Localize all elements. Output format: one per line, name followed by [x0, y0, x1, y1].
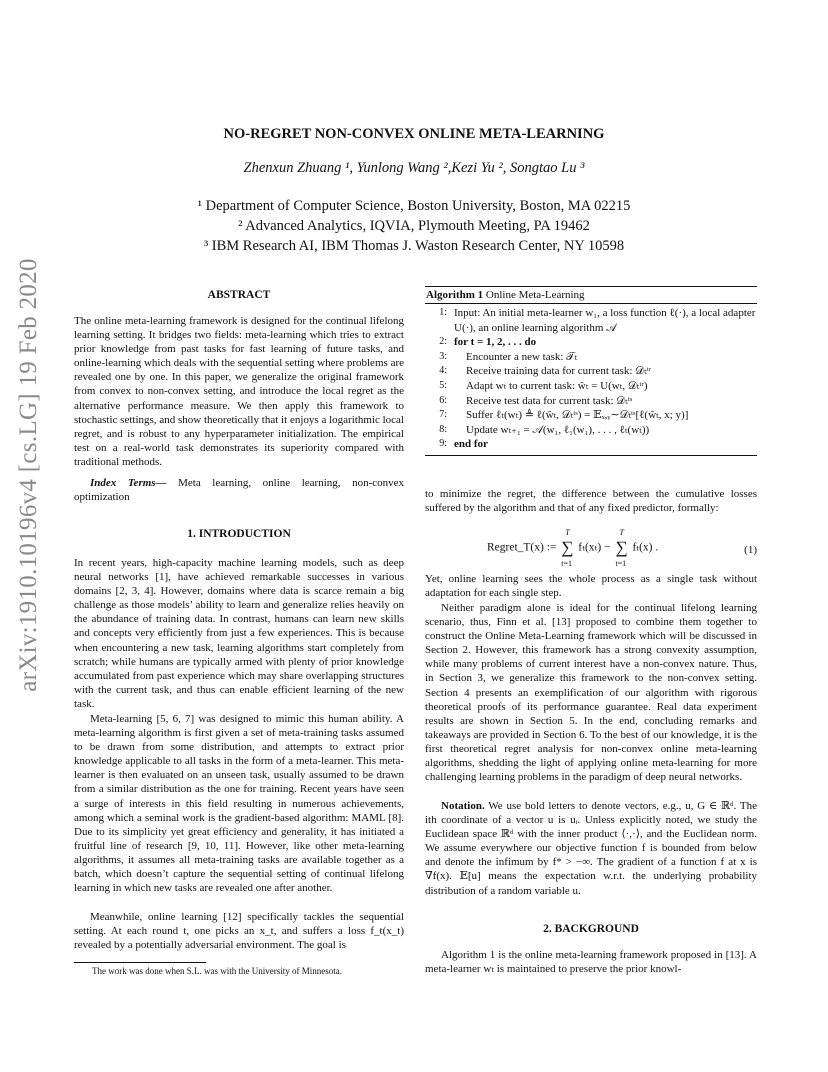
line-number: 6:: [439, 394, 447, 406]
overview-paragraph: Neither paradigm alone is ideal for the continual lifelong learning scenario, thus, Finn et al. [13] proposed to combine them together to construct the Online Meta-Learning framework which will be discussed in Section 2. However, this framework has a strong convexity assumption, while many problems of current interest have a non-convex nature. Thus, in Section 3, we generalize this framework to the non-convex setting. Section 4 presents an exemplification of our algorithm with rigorous theoretical proofs of its performance guarantee. Real data experiment results are shown in Section 5. In the end, concluding remarks and takeaways are provided in Section 6. To the best of our knowledge, it is the first theoretical regret analysis for non-convex online meta-learning algorithms, shedding the light of applying online meta-learning for more challenging learning problems in the paradigm of deep neural networks.: [425, 602, 757, 784]
intro-heading: 1. INTRODUCTION: [187, 528, 291, 540]
abstract-text: The online meta-learning framework is designed for the continual lifelong learning setting. It bridges two fields: meta-learning which tries to extract prior knowledge from past tasks for fast learning of future tasks, and online-learning which deals with the sequential setting where problems are revealed one by one. In this paper, we generalize the original framework from convex to non-convex setting, and introduce the local regret as the alternative performance measure. We then apply this framework to stochastic settings, and show theoretically that it enjoys a logarithmic local regret, and is robust to any hyperparameter initialization. The empirical test on a real-world task demonstrates its superiority compared with traditional methods.: [74, 315, 404, 468]
line-number: 2:: [439, 336, 447, 348]
arxiv-stamp: [6, 258, 52, 692]
intro-paragraph-1: In recent years, high-capacity machine learning models, such as deep neural networks [1], have achieved remarkable successes in various domains [2, 3, 4]. However, domains where data is scarce remain a big challenge as those models’ ability to learn and generalize relies heavily on the abundance of training data. In contrast, humans can learn new skills and concepts very efficiently from just a few experiences. This is because when encountering a new task, learning algorithms start completely from scratch; while humans are typically armed with plenty of prior knowledge accumulated from past experience which may share overlapping structures with the current task, and thus can enable efficient learning of the new task.: [74, 557, 404, 710]
line-text: Receive test data for current task: 𝒟ₜᵗˢ: [466, 394, 633, 407]
line-text: Receive training data for current task: 𝒟ₜᵗʳ: [466, 365, 652, 378]
algorithm-line: [425, 394, 757, 409]
algorithm-line: [425, 423, 757, 438]
line-number: 1:: [439, 307, 447, 318]
algorithm-caption-label: Algorithm 1: [426, 289, 484, 301]
abstract-heading: ABSTRACT: [207, 289, 271, 301]
sum-upper: T: [565, 528, 570, 537]
affiliation-3: ³ IBM Research AI, IBM Thomas J. Waston Research Center, NY 10598: [203, 238, 625, 254]
line-text: Encounter a new task: 𝒯ₜ: [466, 350, 578, 363]
arxiv-id: arXiv:1910.10196v4 [cs.LG] 19 Feb 2020: [15, 258, 42, 692]
equation-number: (1): [744, 544, 757, 556]
line-text: Update wₜ₊₁ = 𝒜(w₁, ℓ₁(w₁), . . . , ℓₜ(wₜ)): [466, 423, 650, 436]
algorithm-line: [425, 437, 757, 452]
line-text: Suffer ℓₜ(wₜ) ≜ ℓ(ŵₜ, 𝒟ₜᵗˢ) = 𝔼ₓ,ᵧ∼𝒟ₜᵗˢ[ℓ(ŵₜ, x; y)]: [466, 409, 689, 422]
line-text: for t = 1, 2, . . . do: [454, 336, 537, 349]
affiliations: [0, 196, 828, 256]
line-number: 9:: [439, 438, 447, 450]
algorithm-line: [425, 350, 757, 365]
algorithm-body: [425, 304, 757, 456]
paper-title: NO-REGRET NON-CONVEX ONLINE META-LEARNING: [223, 126, 605, 142]
regret-intro-paragraph: to minimize the regret, the difference between the cumulative losses suffered by the algorithm and that of any fixed predictor, formally:: [425, 488, 757, 515]
index-terms-label: Index Terms—: [90, 477, 167, 489]
affiliation-1: ¹ Department of Computer Science, Boston University, Boston, MA 02215: [197, 198, 631, 214]
equation-lhs: Regret_T(x) :=: [487, 541, 557, 554]
line-number: 8:: [439, 423, 447, 435]
intro-paragraph-2: Meta-learning [5, 6, 7] was designed to mimic this human ability. A meta-learning algorithm is first given a set of meta-training tasks assumed to be drawn from some distribution, and attempts to extract prior knowledge applicable to all tasks in the form of a meta-learner. This meta-learner is then evaluated on an unseen task, usually assumed to be drawn from a similar distribution as the one for training. Recent years have seen a surge of interests in this field resulting in numerous achievements, among which a seminal work is the gradient-based algorithm: MAML [8]. Due to its simplicity yet great efficiency and generality, it has initiated a fruitful line of research [9, 10, 11]. However, like other meta-learning algorithms, it assumes all meta-training tasks are available together as a batch, which doesn’t capture the sequential setting of continual lifelong learning in which new tasks are revealed one after another.: [74, 713, 404, 895]
sum-lower: t=1: [615, 559, 627, 568]
author-list: Zhenxun Zhuang ¹, Yunlong Wang ²,Kezi Yu ², Songtao Lu ³: [243, 160, 585, 176]
footnote: The work was done when S.L. was with the University of Minnesota.: [92, 966, 342, 976]
equation-term-2: fₜ(x) .: [632, 541, 659, 554]
sum-symbol: ∑ T t=1: [561, 528, 574, 568]
line-text: Input: An initial meta-learner w₁, a loss function ℓ(·), a local adapter U(·), an online learning algorithm 𝒜: [454, 307, 756, 334]
algorithm-caption: [425, 286, 757, 304]
affiliation-2: ² Advanced Analytics, IQVIA, Plymouth Meeting, PA 19462: [238, 218, 590, 234]
algorithm-line: [425, 379, 757, 394]
regret-equation: [425, 528, 757, 570]
sum-upper: T: [619, 528, 624, 537]
footnote-rule: [74, 962, 206, 963]
online-learning-paragraph: Yet, online learning sees the whole process as a single task without adaptation for each single step.: [425, 573, 757, 600]
algorithm-line: [425, 335, 757, 350]
sum-symbol: ∑ T t=1: [615, 528, 628, 568]
algorithm-box: [425, 286, 757, 456]
notation-label: Notation.: [441, 800, 485, 812]
equation-body: [487, 528, 659, 568]
equation-term-1: fₜ(xₜ) −: [578, 541, 611, 554]
algorithm-caption-text: Online Meta-Learning: [485, 289, 585, 301]
notation-text: We use bold letters to denote vectors, e.g., u, G ∈ ℝᵈ. The ith coordinate of a vector u is uᵢ. Unless explicitly noted, we study the Euclidean space ℝᵈ with the inner product ⟨·,·⟩, and the Euclidean norm. We assume everywhere our objective function f is bounded from below and denote the infimum by f* > −∞. The gradient of a function f at x is ∇f(x). 𝔼[u] means the expectation w.r.t. the underlying probability distribution of a random variable u.: [425, 800, 757, 897]
line-number: 4:: [439, 365, 447, 377]
algorithm-line: [425, 408, 757, 423]
line-number: 3:: [439, 350, 447, 362]
line-number: 5:: [439, 379, 447, 391]
sum-lower: t=1: [561, 559, 573, 568]
index-terms-text: Meta learning, online learning, non-convex optimization: [74, 477, 404, 504]
notation-paragraph: [425, 799, 757, 898]
line-number: 7:: [439, 409, 447, 421]
line-text: end for: [454, 438, 488, 451]
background-heading: 2. BACKGROUND: [543, 923, 639, 935]
index-terms: [74, 476, 404, 504]
line-text: Adapt wₜ to current task: ŵₜ = U(wₜ, 𝒟ₜᵗʳ): [466, 379, 648, 392]
algorithm-line: [425, 306, 757, 335]
algorithm-line: [425, 364, 757, 379]
intro-paragraph-3: Meanwhile, online learning [12] specifically tackles the sequential setting. At each round t, one picks an x_t, and suffers a loss f_t(x_t) revealed by a potentially adversarial environment. The goal is: [74, 911, 404, 952]
background-paragraph: Algorithm 1 is the online meta-learning framework proposed in [13]. A meta-learner wₜ is maintained to preserve the prior knowl-: [425, 949, 757, 976]
